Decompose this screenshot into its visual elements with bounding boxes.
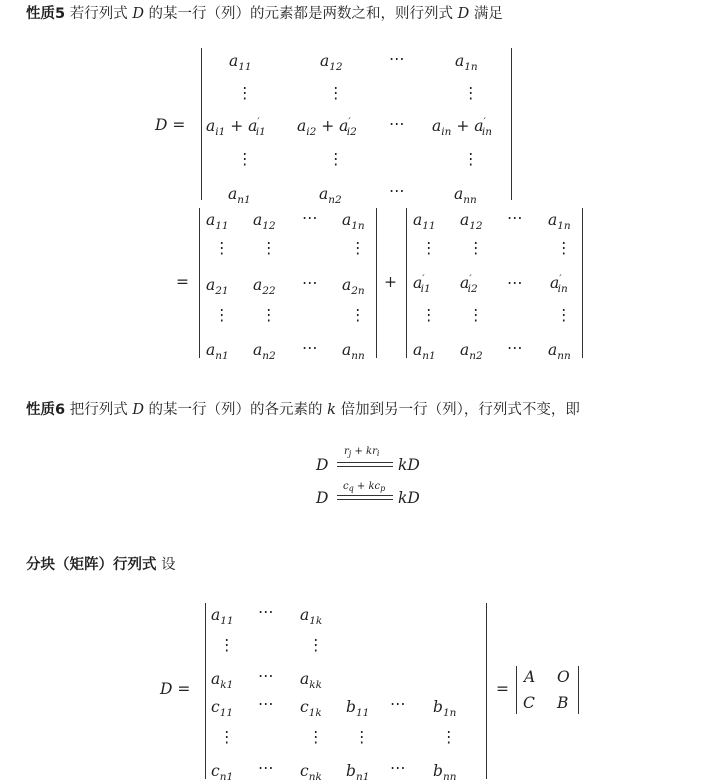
property-5-statement: 性质5 若行列式 D 的某一行（列）的元素都是两数之和，则行列式 D 满足 xyxy=(26,6,503,22)
property-6-statement: 性质6 把行列式 D 的某一行（列）的各元素的 k 倍加到另一行（列），行列式不变，即 xyxy=(26,402,580,418)
property-6-label: 性质6 xyxy=(26,402,66,418)
block-determinant-label: 分块（矩阵）行列式 xyxy=(26,557,157,573)
block-determinant-statement: 分块（矩阵）行列式 设 xyxy=(26,557,176,573)
column-operation-label: $c_q + kc_p$ xyxy=(343,481,386,493)
row-operation-label: $r_j + kr_i$ xyxy=(344,446,380,458)
property-5-label: 性质5 xyxy=(26,6,66,22)
